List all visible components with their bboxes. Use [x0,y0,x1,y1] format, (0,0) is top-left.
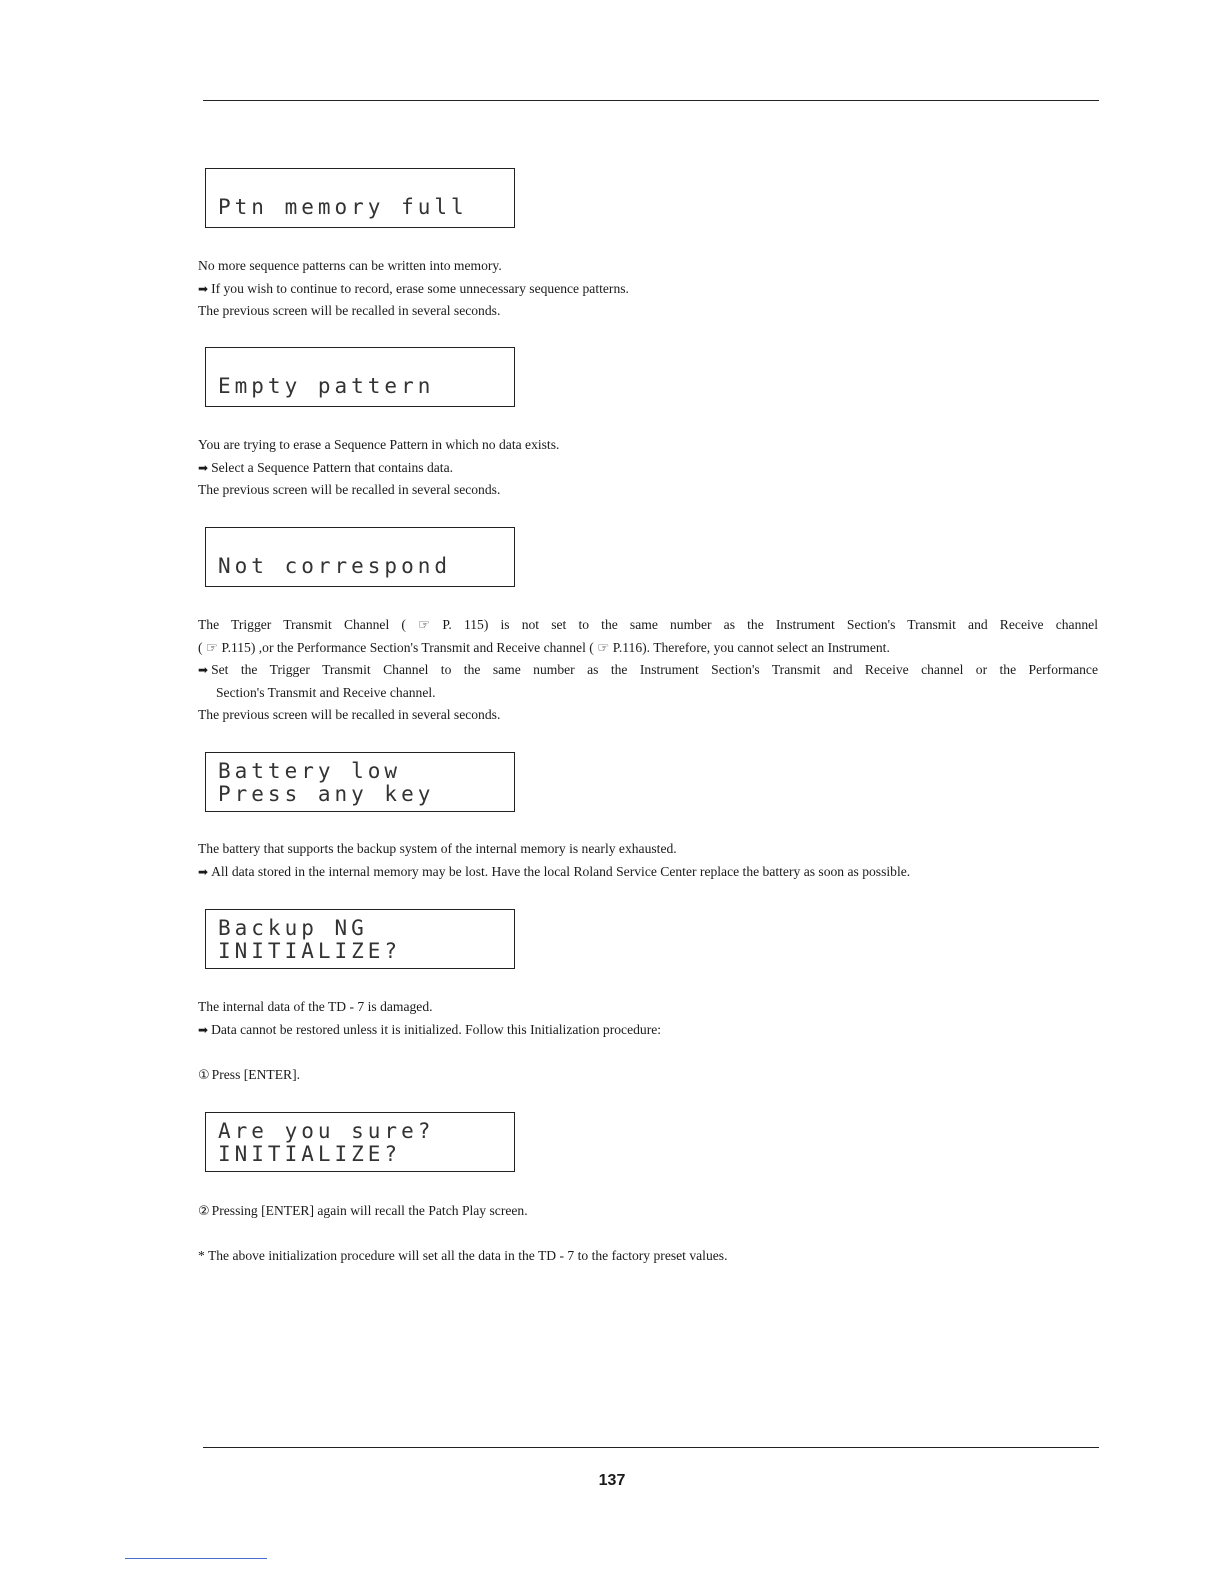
lcd-ptn-memory-full [205,168,515,228]
lcd-line: INITIALIZE? [218,939,402,963]
step-number: ② [198,1204,210,1219]
msg3-line-5: The previous screen will be recalled in several seconds. [198,707,501,722]
msg3-line-1: The Trigger Transmit Channel ( ☞ P. 115) is not set to the same number as the Instrument Section's Transmit and Receive channel [198,617,1098,632]
msg1-line-1: No more sequence patterns can be written into memory. [198,258,502,273]
msg4-line-2: ➡ All data stored in the internal memory may be lost. Have the local Roland Service Center replace the battery as soon as possible. [198,863,911,879]
msg5-line-2: ➡ Data cannot be restored unless it is initialized. Follow this Initialization procedure: [198,1021,662,1037]
lcd-line: INITIALIZE? [218,1142,402,1166]
arrow-icon: ➡ [198,460,209,475]
lcd-line: Empty pattern [218,374,435,398]
msg2-description [198,434,1098,502]
step-2 [198,1200,1098,1224]
msg2-line-2: ➡ Select a Sequence Pattern that contains data. [198,459,454,475]
msg4-description [198,838,1098,883]
top-rule [203,100,1099,101]
arrow-icon: ➡ [198,1022,209,1037]
lcd-backup-ng [205,909,515,969]
bottom-rule [203,1447,1099,1448]
step-text: Press [ENTER]. [211,1067,301,1082]
lcd-line: Not correspond [218,554,452,578]
footer-line [125,1558,267,1559]
msg3-line-3: ➡ Set the Trigger Transmit Channel to the same number as the Instrument Section's Transmit and Receive channel or the Performance [198,662,1098,677]
arrow-icon: ➡ [198,281,209,296]
lcd-line: Backup NG [218,916,368,940]
arrow-icon: ➡ [198,864,209,879]
lcd-line: Ptn memory full [218,195,468,219]
msg5-description [198,996,1098,1041]
step-number: ① [198,1068,210,1083]
msg3-line-2: ( ☞ P.115) ,or the Performance Section's Transmit and Receive channel ( ☞ P.116). Therefore, you cannot select an Instrument. [198,639,890,655]
msg1-line-2: ➡ If you wish to continue to record, erase some unnecessary sequence patterns. [198,280,629,296]
footnote [198,1245,1098,1268]
lcd-line: Press any key [218,782,435,806]
msg3-line-4: Section's Transmit and Receive channel. [216,684,436,700]
lcd-are-you-sure [205,1112,515,1172]
arrow-icon: ➡ [198,663,209,677]
lcd-battery-low [205,752,515,812]
lcd-line: Are you sure? [218,1119,435,1143]
msg2-line-1: You are trying to erase a Sequence Pattern in which no data exists. [198,437,560,452]
msg1-description [198,255,1098,323]
lcd-not-correspond [205,527,515,587]
footnote-text: * The above initialization procedure will set all the data in the TD - 7 to the factory preset values. [198,1248,728,1263]
step-text: Pressing [ENTER] again will recall the Patch Play screen. [211,1203,528,1218]
msg2-line-3: The previous screen will be recalled in several seconds. [198,482,501,497]
msg3-description [198,614,1098,727]
msg1-line-3: The previous screen will be recalled in several seconds. [198,303,501,318]
step-1 [198,1064,1098,1088]
page-number: 137 [598,1472,626,1489]
lcd-empty-pattern [205,347,515,407]
msg4-line-1: The battery that supports the backup system of the internal memory is nearly exhausted. [198,841,677,856]
lcd-line: Battery low [218,759,402,783]
msg5-line-1: The internal data of the TD - 7 is damaged. [198,999,433,1014]
